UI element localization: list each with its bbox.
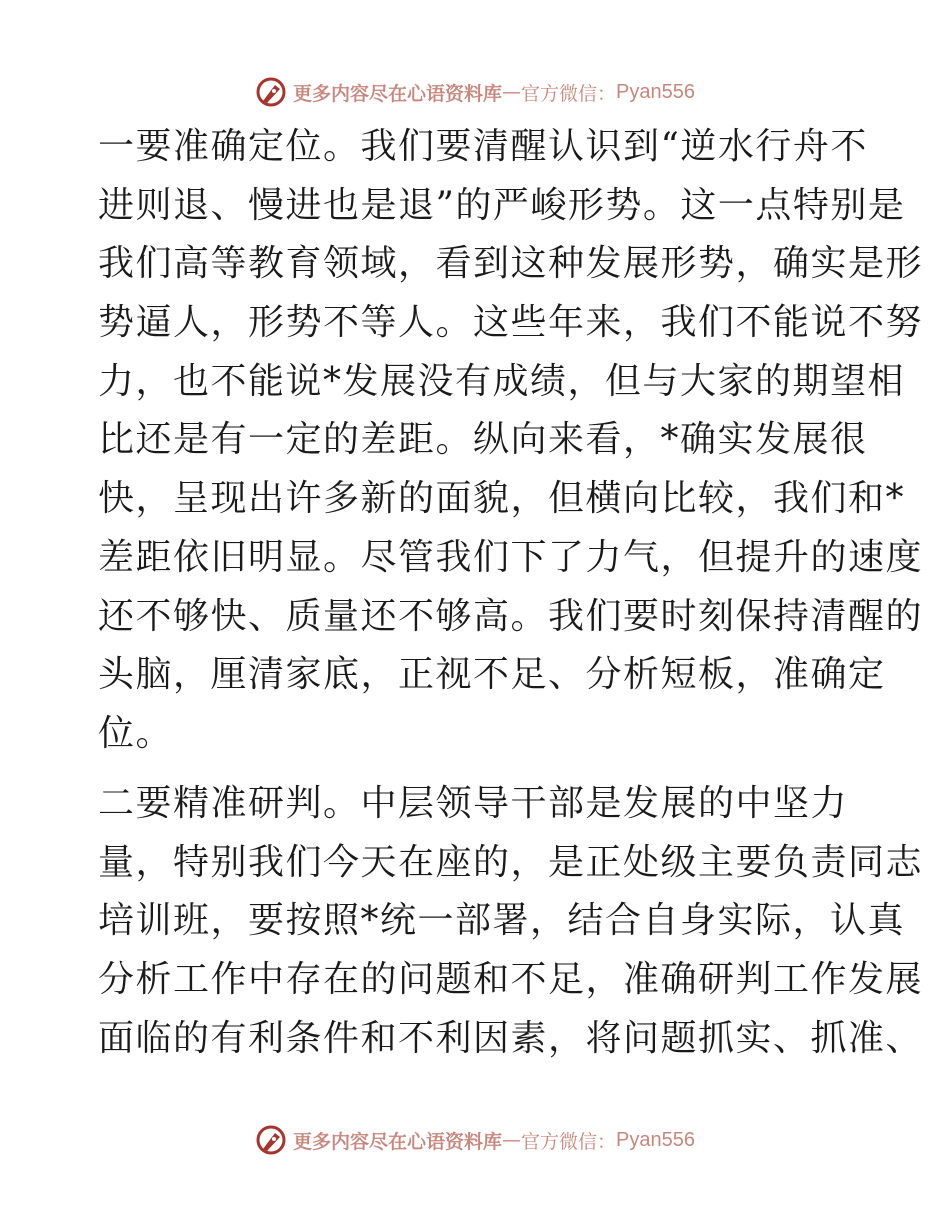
footer-watermark	[0, 1120, 950, 1160]
watermark-separator: —	[502, 81, 522, 103]
watermark-wechat-label: 官方微信：	[521, 82, 617, 105]
text-line: 头脑，厘清家底，正视不足、分析短板，准确定	[98, 654, 886, 696]
watermark-main-text: 更多内容尽在心语资料库	[293, 82, 503, 105]
text-line: 比还是有一定的差距。纵向来看，*确实发展很	[98, 419, 868, 461]
pen-nib-circle-icon	[255, 76, 287, 108]
text-line: 快，呈现出许多新的面貌，但横向比较，我们和*	[98, 478, 906, 520]
watermark-wechat-id: Pyan556	[616, 80, 695, 103]
text-line: 还不够快、质量还不够高。我们要时刻保持清醒的	[98, 595, 924, 637]
text-line: 位。	[98, 712, 174, 754]
text-line: 分析工作中存在的问题和不足，准确研判工作发展	[98, 959, 924, 1001]
text-line: 进则退、慢进也是退”的严峻形势。这一点特别是	[98, 184, 906, 226]
text-line: 势逼人，形势不等人。这些年来，我们不能说不努	[98, 302, 924, 344]
text-line: 我们高等教育领域，看到这种发展形势，确实是形	[98, 243, 924, 285]
watermark-wechat-id: Pyan556	[616, 1128, 695, 1151]
text-line: 一要准确定位。我们要清醒认识到“逆水行舟不	[98, 126, 868, 167]
pen-nib-circle-icon	[255, 1124, 287, 1156]
text-line: 力，也不能说*发展没有成绩，但与大家的期望相	[98, 360, 906, 402]
paragraph-1	[98, 118, 924, 764]
text-line: 差距依旧明显。尽管我们下了力气，但提升的速度	[98, 536, 924, 578]
text-line: 培训班，要按照*统一部署，结合自身实际，认真	[98, 900, 906, 942]
text-line: 面临的有利条件和不利因素，将问题抓实、抓准、	[98, 1017, 924, 1059]
text-line: 二要精准研判。中层领导干部是发展的中坚力	[98, 783, 849, 824]
watermark-main-text: 更多内容尽在心语资料库	[293, 1130, 503, 1153]
paragraph-2	[98, 775, 924, 1068]
text-line: 量，特别我们今天在座的，是正处级主要负责同志	[98, 841, 924, 883]
watermark-separator: —	[502, 1129, 522, 1151]
header-watermark	[0, 72, 950, 112]
watermark-wechat-label: 官方微信：	[521, 1130, 617, 1153]
